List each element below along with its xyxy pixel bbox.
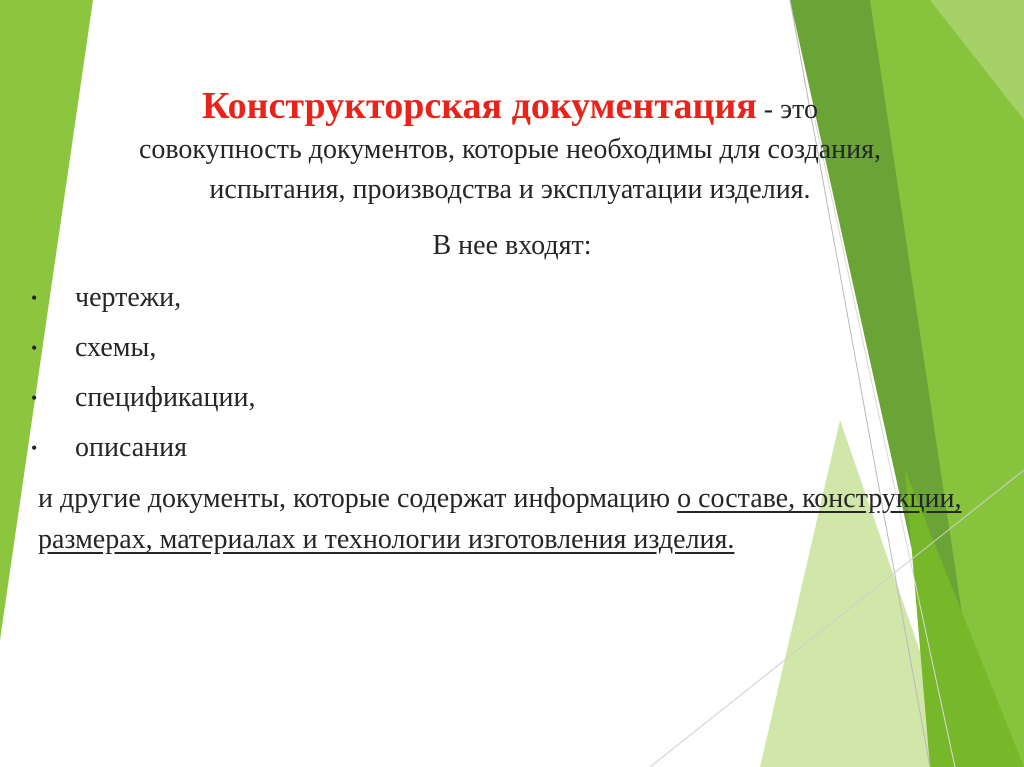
heading-block xyxy=(40,86,980,210)
bullet-icon: • xyxy=(31,388,38,408)
definition-line-2: испытания, производства и эксплуатации изделия. xyxy=(209,174,811,205)
bullet-icon: • xyxy=(31,438,38,458)
bullet-text: чертежи, xyxy=(75,282,182,313)
list-item xyxy=(28,326,256,376)
bullet-list xyxy=(28,276,256,476)
closing-underlined-text: о составе, конструкции, размерах, материалах и технологии изготовления изделия. xyxy=(38,483,962,555)
bullet-text: спецификации, xyxy=(75,382,256,413)
closing-paragraph xyxy=(38,478,968,560)
intro-text: В нее входят: xyxy=(432,230,592,261)
title-line xyxy=(40,86,980,130)
bullet-icon: • xyxy=(31,338,38,358)
bullet-icon: • xyxy=(31,288,38,308)
bullet-text: описания xyxy=(75,432,188,463)
bullet-text: схемы, xyxy=(75,332,157,363)
slide-title: Конструкторская документация xyxy=(201,85,757,127)
list-item xyxy=(28,276,256,326)
list-item xyxy=(28,376,256,426)
closing-text: и другие документы, которые содержат информацию xyxy=(38,483,678,514)
list-item xyxy=(28,426,256,476)
definition-line-1: совокупность документов, которые необходимы для создания, xyxy=(138,134,882,165)
title-suffix: - это xyxy=(756,94,819,125)
